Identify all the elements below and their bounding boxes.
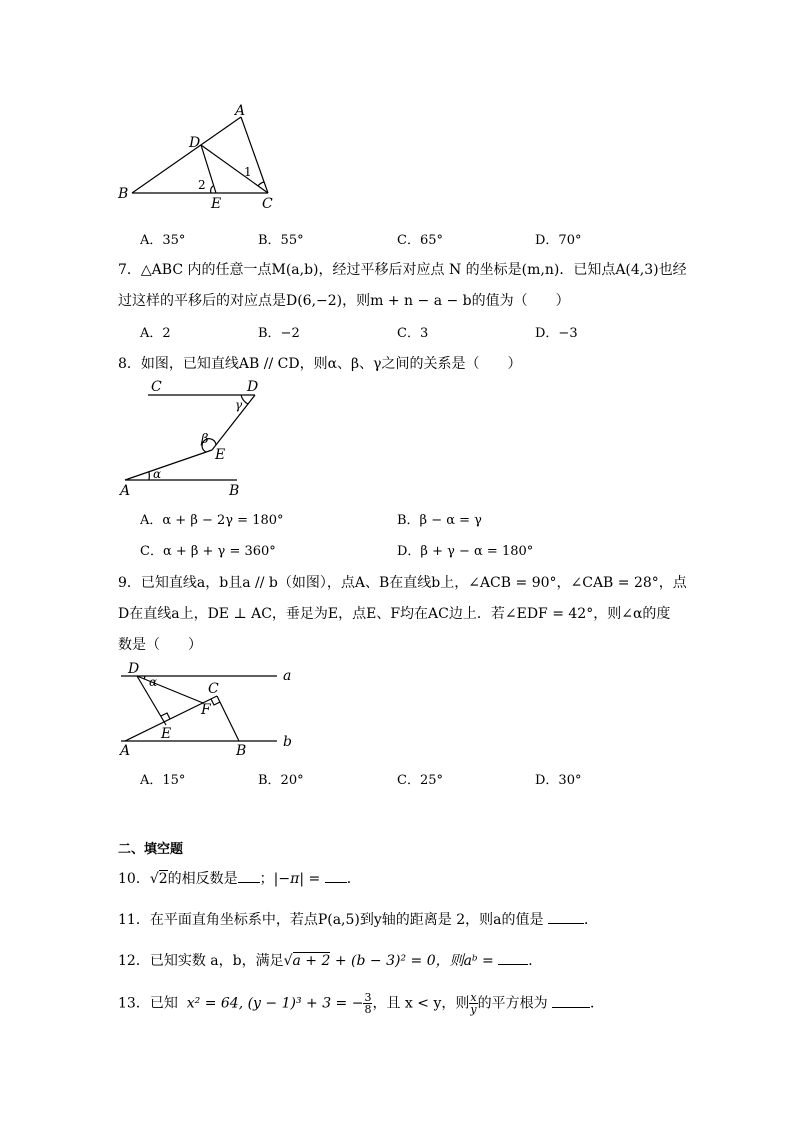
- q9-option-b[interactable]: B．20°: [258, 773, 304, 788]
- q6-label-B: B: [118, 186, 129, 202]
- q13-blank[interactable]: [552, 995, 590, 1008]
- q10-sep: ；: [259, 871, 274, 887]
- q11-blank[interactable]: [548, 911, 584, 924]
- q12-radicand: a + 2: [292, 953, 331, 969]
- q6-angle-1-arc: [258, 182, 264, 186]
- q9-stem-line3: 数是（ ）: [118, 637, 202, 653]
- q10-abs-close: |: [299, 871, 305, 887]
- q13-frac-x: x: [470, 991, 477, 1004]
- q6-option-c[interactable]: C．65°: [397, 233, 443, 248]
- q12-end: ．: [528, 953, 543, 969]
- q8-figure: [115, 375, 275, 500]
- q8-label-A: A: [120, 483, 131, 499]
- q9-label-alpha: α: [149, 675, 158, 689]
- q12: [118, 950, 542, 970]
- q12-prefix: 12．已知实数 a，b，满足: [118, 953, 284, 969]
- q6-angle-2-arc: [211, 186, 213, 193]
- q12-power: aᵇ =: [463, 953, 499, 969]
- q6-label-E: E: [211, 196, 222, 212]
- q9-option-d[interactable]: D．30°: [535, 773, 582, 788]
- q12-sqrt-sign: √: [283, 953, 293, 969]
- q10: [118, 868, 361, 888]
- q13-frac-y: y: [470, 1003, 477, 1016]
- q9-label-E: E: [161, 726, 172, 742]
- q6-option-b[interactable]: B．55°: [258, 233, 304, 248]
- q6-figure: [110, 100, 290, 212]
- q7-option-d[interactable]: D．−3: [535, 326, 578, 341]
- q8-label-B: B: [229, 483, 240, 499]
- q8-label-beta: β: [201, 432, 209, 447]
- q13-xy-fraction: [469, 992, 477, 1015]
- q7-stem-line1: 7．△ABC 内的任意一点M(a,b)，经过平移后对应点 N 的坐标是(m,n)．已知点A(4,3)也经: [118, 262, 687, 278]
- q6-label-2: 2: [198, 178, 206, 192]
- q6-line-AC: [241, 117, 268, 193]
- q13-mid: ，且 x < y，则: [372, 995, 470, 1012]
- q13-equations: x² = 64, (y − 1)³ + 3 = −: [186, 995, 364, 1012]
- q8-label-D: D: [247, 379, 259, 395]
- q13-frac-den: 8: [364, 1003, 372, 1016]
- q9-option-a[interactable]: A．15°: [140, 773, 186, 788]
- q6-label-1: 1: [244, 165, 252, 179]
- q10-mid: 的相反数是: [167, 871, 238, 887]
- q9-label-C: C: [208, 681, 219, 697]
- q8-label-gamma: γ: [235, 398, 243, 412]
- q13-end: ．: [590, 995, 605, 1012]
- q7-option-a[interactable]: A．2: [140, 326, 171, 341]
- q8-line-DE: [212, 395, 255, 450]
- q8-line-EA: [125, 450, 212, 480]
- q9-option-c[interactable]: C．25°: [397, 773, 443, 788]
- q9-line-CB: [217, 696, 239, 741]
- q13-frac-num: 3: [364, 991, 372, 1004]
- q10-eq: =: [304, 871, 325, 887]
- q6-line-BA: [132, 117, 241, 193]
- q9-label-F: F: [201, 702, 211, 718]
- q7-option-c[interactable]: C．3: [397, 326, 429, 341]
- q8-label-E: E: [215, 447, 226, 463]
- q13-tail: 的平方根为: [477, 995, 553, 1012]
- q13-prefix: 13．已知: [118, 995, 178, 1012]
- q9-stem-line2: D在直线a上，DE ⊥ AC，垂足为E，点E、F均在AC边上．若∠EDF = 42°，则∠α的度: [118, 606, 671, 622]
- q8-option-a[interactable]: A．α + β − 2γ = 180°: [140, 513, 284, 528]
- q9-label-D: D: [128, 661, 140, 677]
- section-title-fill-in: 二、填空题: [118, 842, 184, 857]
- q7-option-b[interactable]: B．−2: [258, 326, 300, 341]
- q8-option-c[interactable]: C．α + β + γ = 360°: [140, 544, 276, 559]
- q9-line-DF: [137, 676, 203, 703]
- q8-label-C: C: [151, 379, 162, 395]
- q10-sqrt-arg: 2: [158, 871, 168, 887]
- q12-blank[interactable]: [498, 952, 528, 965]
- q7-stem-line2: 过这样的平移后的对应点是D(6,−2)，则m + n − a − b的值为（ ）: [118, 293, 570, 309]
- q10-blank-1[interactable]: [238, 870, 260, 883]
- q6-label-A: A: [235, 103, 246, 119]
- q9-stem-line1: 9．已知直线a，b且a // b（如图），点A、B在直线b上，∠ACB = 90°，∠CAB = 28°，点: [118, 575, 687, 591]
- q6-option-d[interactable]: D．70°: [535, 233, 582, 248]
- q8-label-alpha: α: [153, 467, 162, 481]
- q6-label-C: C: [262, 196, 273, 212]
- q10-end: ．: [346, 871, 361, 887]
- q12-rest: + (b − 3)² = 0，则: [330, 953, 464, 969]
- q9-figure: [115, 658, 305, 758]
- q10-abs-open: |: [273, 871, 279, 887]
- q10-sqrt-sign: √: [149, 871, 159, 887]
- q11-text: 11．在平面直角坐标系中，若点P(a,5)到y轴的距离是 2，则a的值是: [118, 912, 548, 928]
- q10-blank-2[interactable]: [325, 870, 347, 883]
- q10-prefix: 10．: [118, 871, 150, 887]
- q9-label-a: a: [283, 668, 292, 684]
- q6-option-a[interactable]: A．35°: [140, 233, 186, 248]
- q8-stem: 8．如图，已知直线AB // CD，则α、β、γ之间的关系是（ ）: [118, 356, 522, 372]
- q11: [118, 909, 598, 929]
- q8-option-d[interactable]: D．β + γ − α = 180°: [397, 544, 534, 559]
- q9-label-b: b: [283, 734, 292, 750]
- q9-label-B: B: [236, 743, 247, 758]
- q8-option-b[interactable]: B．β − α = γ: [397, 513, 482, 528]
- q6-label-D: D: [189, 135, 201, 151]
- q11-end: ．: [583, 912, 598, 928]
- q9-label-A: A: [120, 743, 131, 758]
- q13: [118, 992, 604, 1015]
- q10-abs-expr: −π: [278, 871, 300, 887]
